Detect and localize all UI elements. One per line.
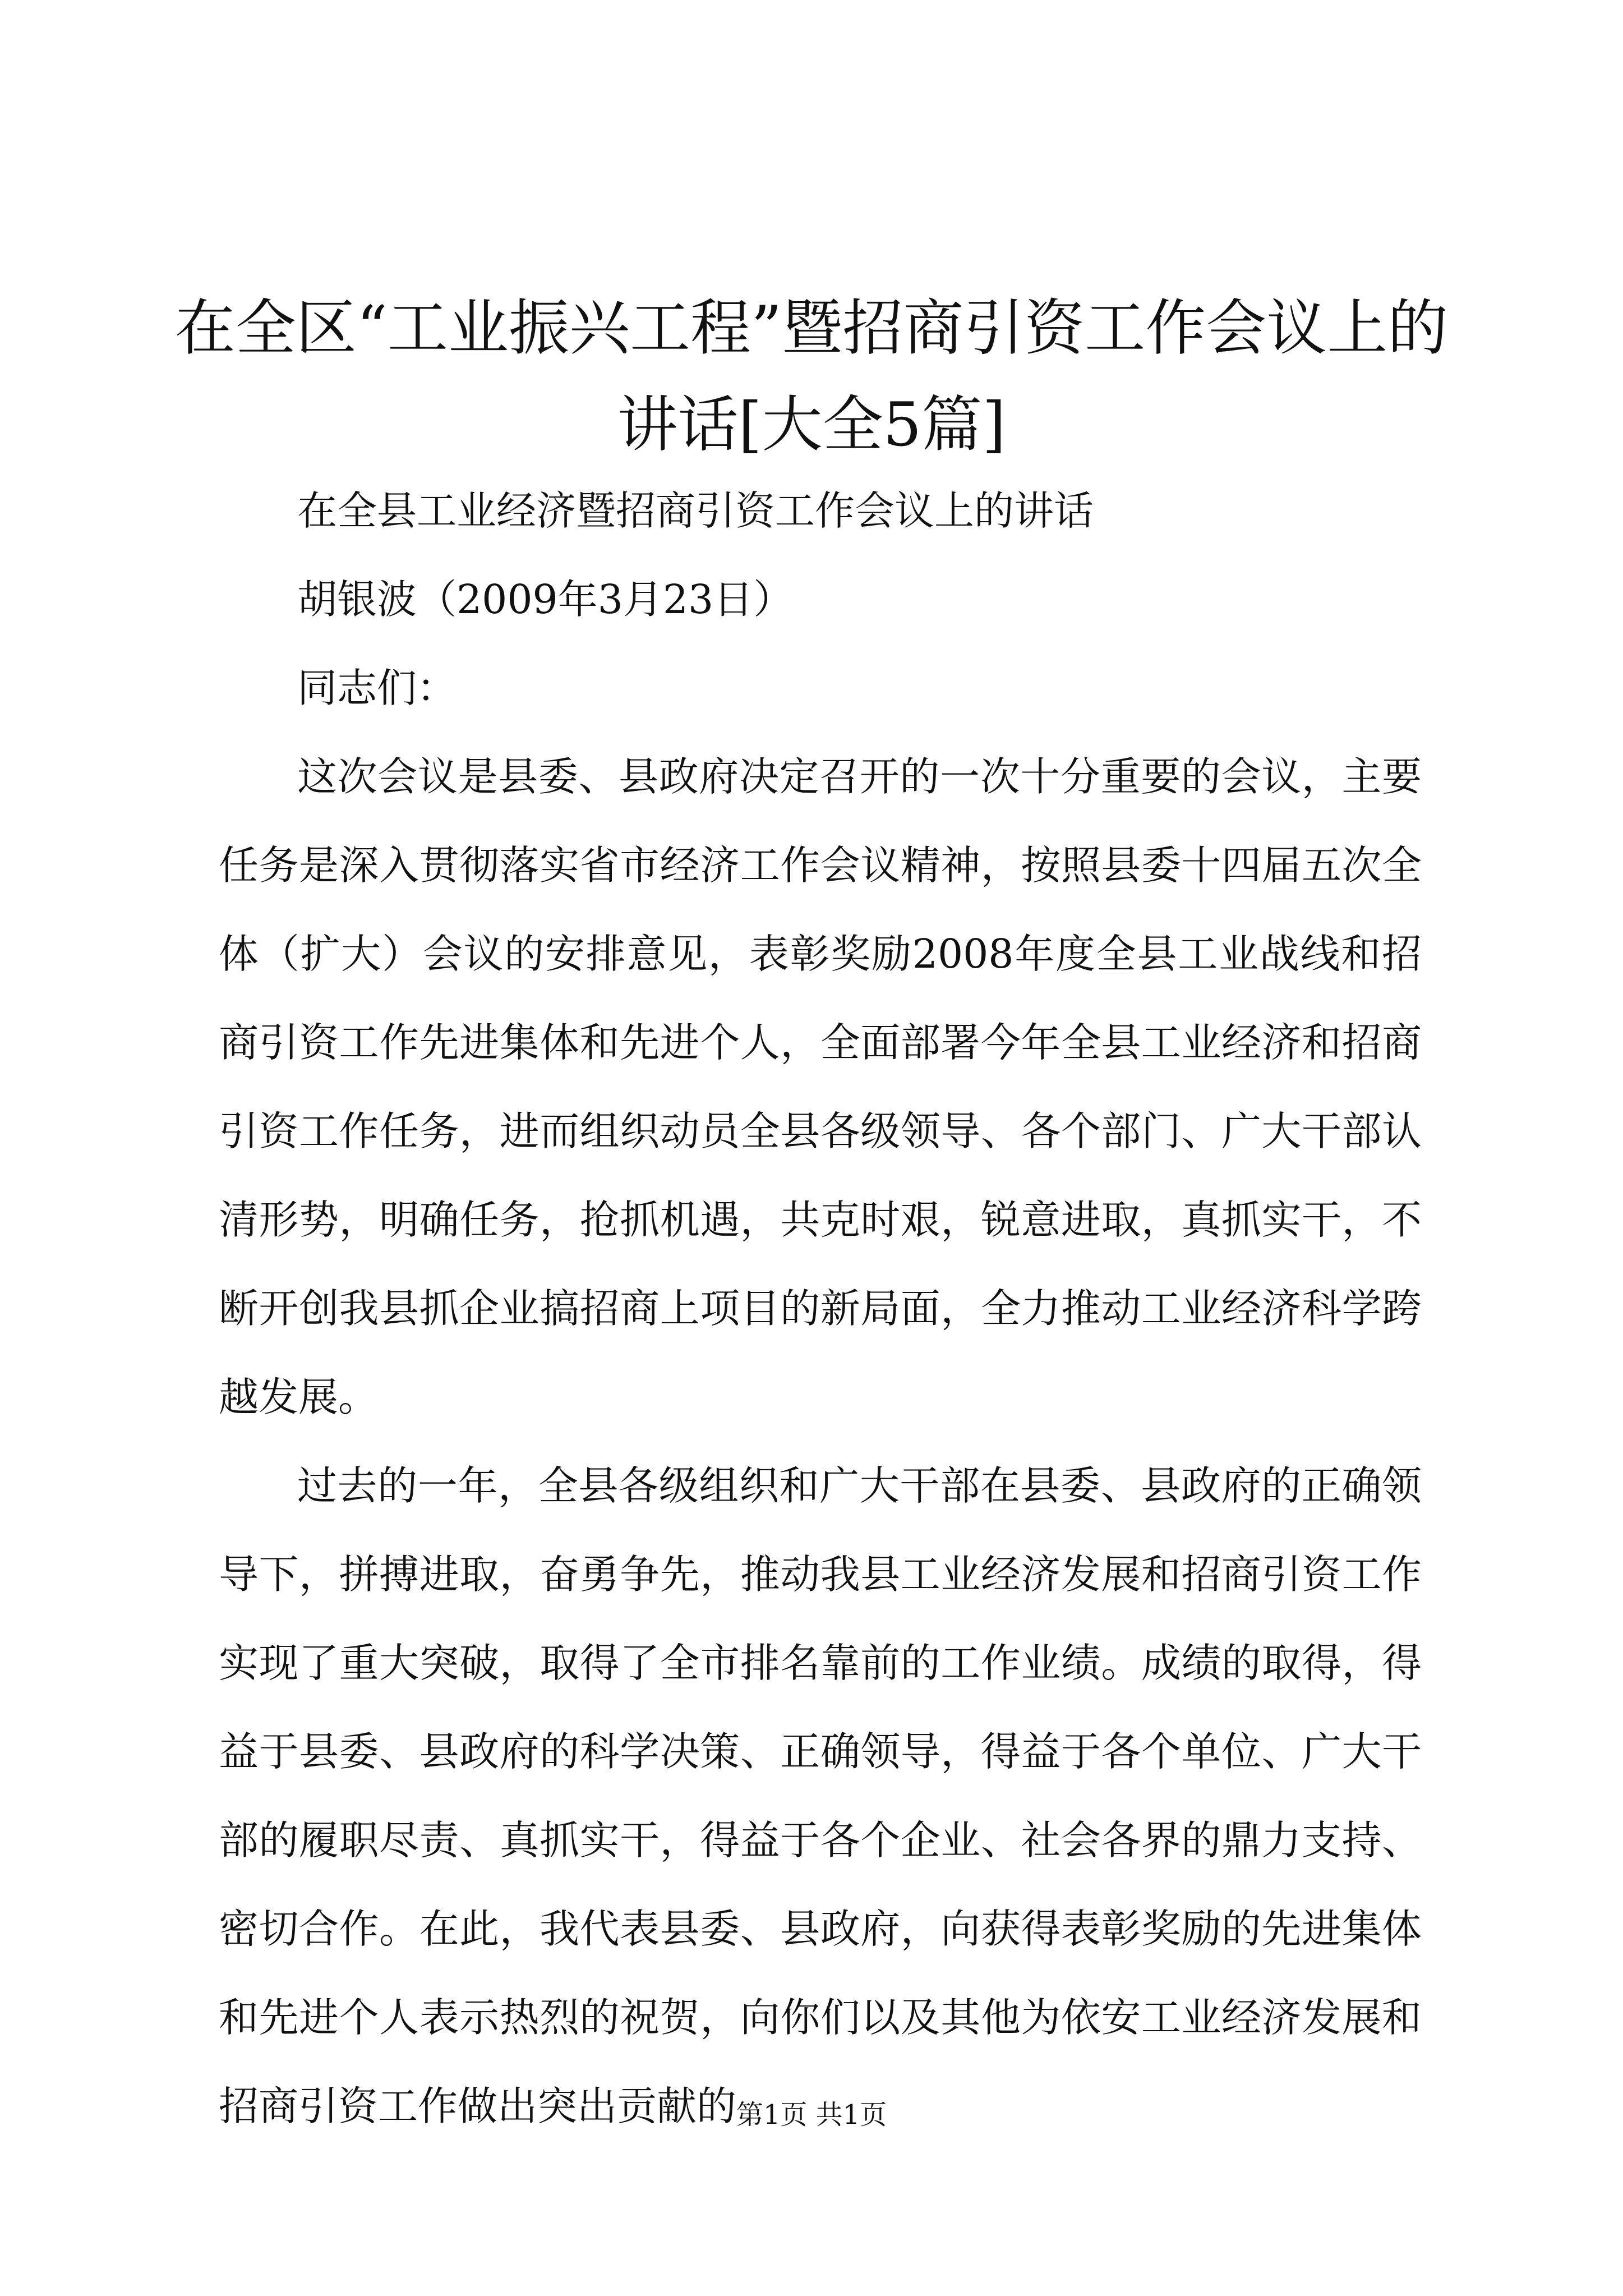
page-footer: 第1页 共1页 xyxy=(736,2099,887,2131)
author-date-line: 胡银波（2009年3月23日） xyxy=(297,576,794,623)
body-paragraph: 过去的一年，全县各级组织和广大干部在县委、县政府的正确领导下，拼搏进取，奋勇争先，推动我县工业经济发展和招商引资工作实现了重大突破，取得了全市排名靠前的工作业绩。成绩的取得，得益于县委、县政府的科学决策、正确领导，得益于各个单位、广大干部的履职尽责、真抓实干，得益于各个企业、社会各界的鼎力支持、密切合作。在此，我代表县委、县政府，向获得表彰奖励的先进集体和先进个人表示热烈的祝贺，向你们以及其他为依安工业经济发展和招商引资工作做出突出贡献的 xyxy=(219,1462,1422,2129)
speech-subtitle: 在全县工业经济暨招商引资工作会议上的讲话 xyxy=(297,487,1094,534)
body-paragraph: 这次会议是县委、县政府决定召开的一次十分重要的会议，主要任务是深入贯彻落实省市经济工作会议精神，按照县委十四届五次全体（扩大）会议的安排意见，表彰奖励2008年度全县工业战线和招商引资工作先进集体和先进个人，全面部署今年全县工业经济和招商引资工作任务，进而组织动员全县各级领导、各个部门、广大干部认清形势，明确任务，抢抓机遇，共克时艰，锐意进取，真抓实干，不断开创我县抓企业搞招商上项目的新局面，全力推动工业经济科学跨越发展。 xyxy=(219,753,1422,1420)
document-title: 在全区“工业振兴工程”暨招商引资工作会议上的讲话[大全5篇] xyxy=(174,293,1449,460)
salutation: 同志们： xyxy=(297,665,457,711)
document-body xyxy=(219,467,1422,2151)
